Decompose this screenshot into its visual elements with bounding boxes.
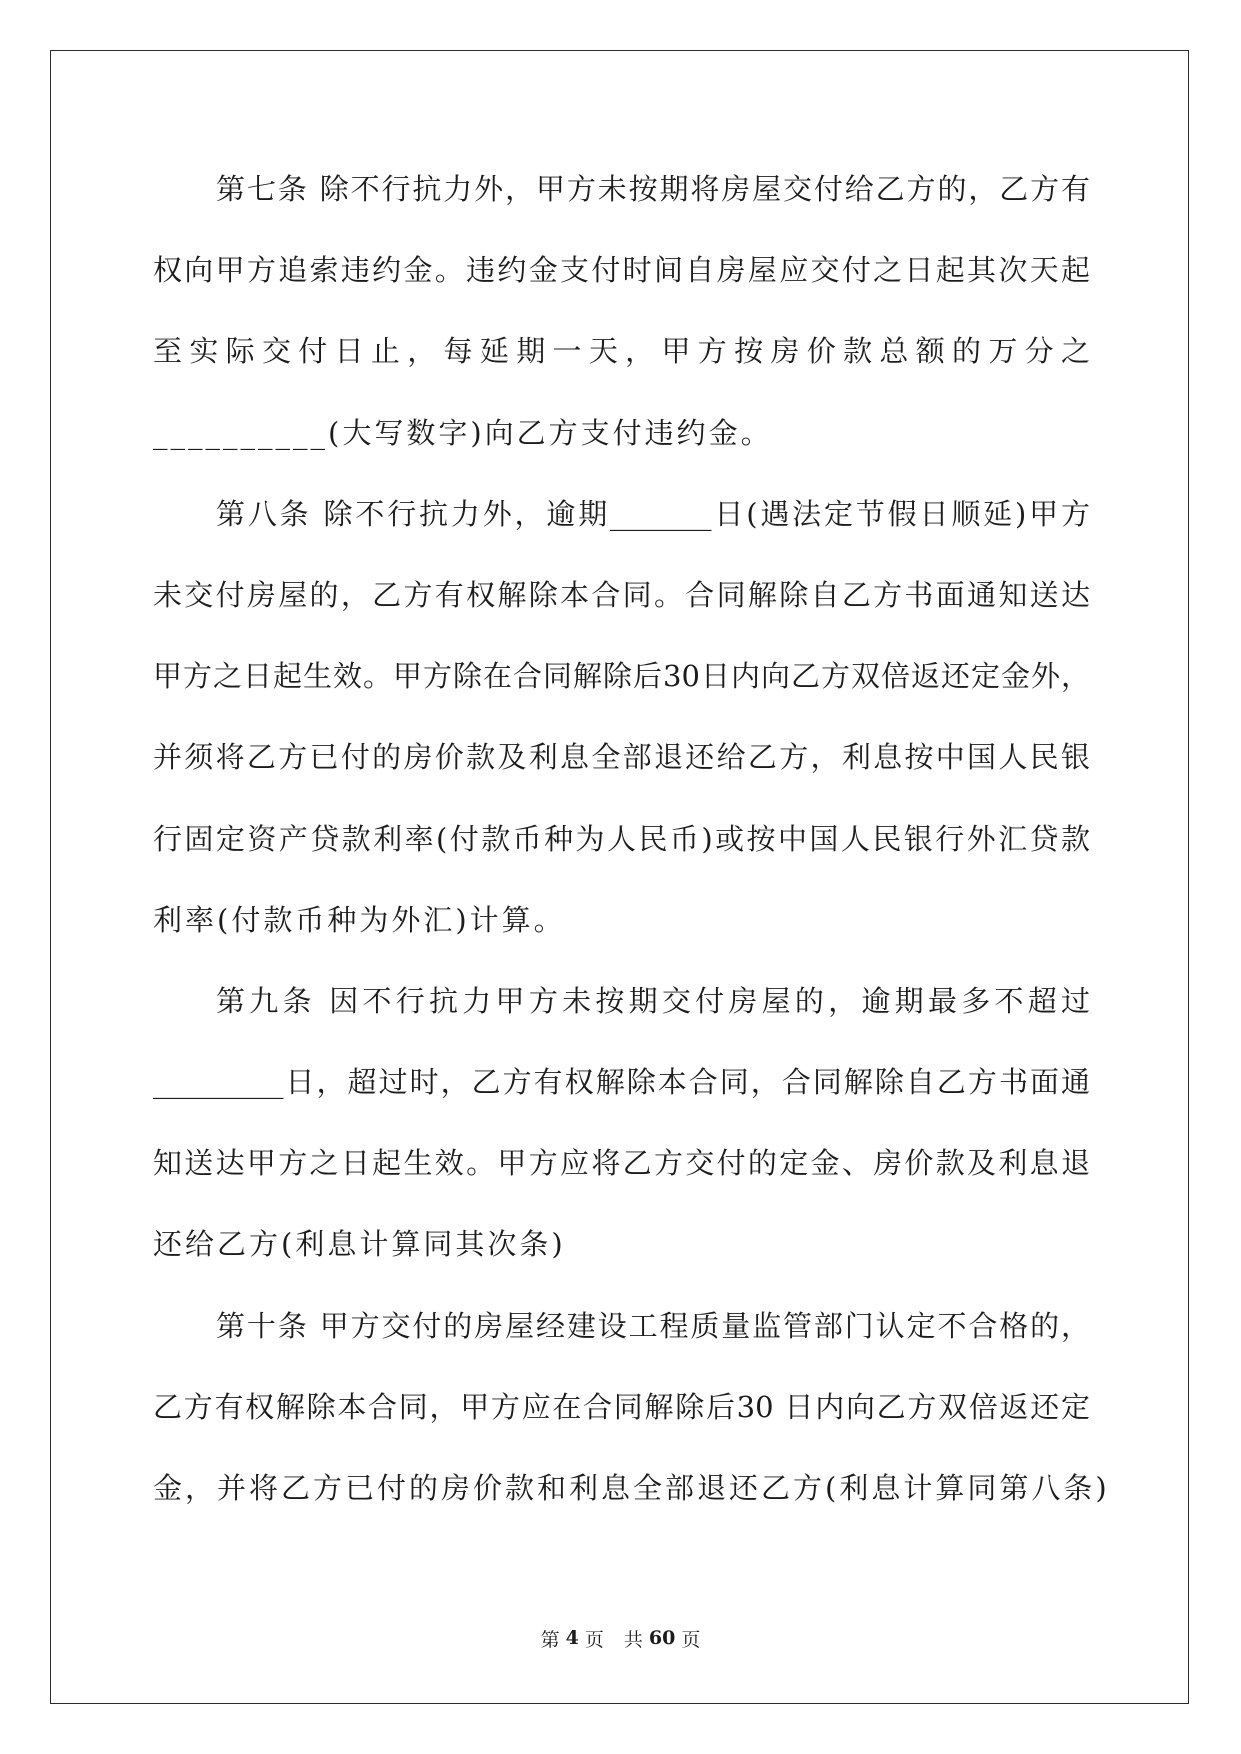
paragraph-line: 知送达甲方之日起生效。甲方应将乙方交付的定金、房价款及利息退: [153, 1146, 1090, 1181]
paragraph-line: __________(大写数字)向乙方支付违约金。: [153, 415, 773, 450]
paragraph-article-10: [153, 1286, 1110, 1530]
paragraph-line: 第七条 除不行抗力外，甲方未按期将房屋交付给乙方的，乙方有: [216, 172, 1090, 206]
paragraph-line: 第八条 除不行抗力外，逾期_______日(遇法定节假日顺延)甲方: [216, 496, 1090, 531]
paragraph-article-9: [153, 961, 1090, 1286]
footer-page-suffix: 页: [584, 1628, 604, 1651]
paragraph-article-8: [153, 474, 1090, 961]
paragraph-line: 还给乙方(利息计算同其次条): [153, 1227, 566, 1262]
paragraph-line: _________日，超过时，乙方有权解除本合同，合同解除自乙方书面通: [153, 1065, 1090, 1100]
paragraph-line: 第九条 因不行抗力甲方未按期交付房屋的，逾期最多不超过: [216, 983, 1090, 1018]
paragraph-line: 甲方之日起生效。甲方除在合同解除后30日内向乙方双倍返还定金外，: [153, 659, 1090, 694]
paragraph-line: 至实际交付日止，每延期一天，甲方按房价款总额的万分之: [153, 334, 1090, 369]
paragraph-line: 并须将乙方已付的房价款及利息全部退还给乙方，利息按中国人民银: [153, 740, 1090, 775]
footer-total-suffix: 页: [681, 1628, 701, 1651]
paragraph-line: 第十条 甲方交付的房屋经建设工程质量监管部门认定不合格的，: [216, 1308, 1090, 1343]
paragraph-line: 金，并将乙方已付的房价款和利息全部退还乙方(利息计算同第八条): [153, 1471, 1110, 1505]
page-footer: [0, 1622, 1241, 1654]
document-body: [153, 149, 1110, 1529]
current-page-number: 4: [565, 1627, 579, 1649]
total-pages-number: 60: [648, 1627, 676, 1649]
paragraph-line: 未交付房屋的，乙方有权解除本合同。合同解除自乙方书面通知送达: [153, 577, 1090, 612]
paragraph-line: 行固定资产贷款利率(付款币种为人民币)或按中国人民银行外汇贷款: [153, 821, 1090, 856]
footer-page-prefix: 第: [540, 1628, 560, 1651]
paragraph-article-7: [153, 149, 1090, 474]
paragraph-line: 利率(付款币种为外汇)计算。: [153, 902, 566, 937]
paragraph-line: 乙方有权解除本合同，甲方应在合同解除后30 日内向乙方双倍返还定: [153, 1389, 1090, 1424]
footer-total-prefix: 共: [623, 1628, 643, 1651]
paragraph-line: 权向甲方追索违约金。违约金支付时间自房屋应交付之日起其次天起: [153, 253, 1090, 288]
